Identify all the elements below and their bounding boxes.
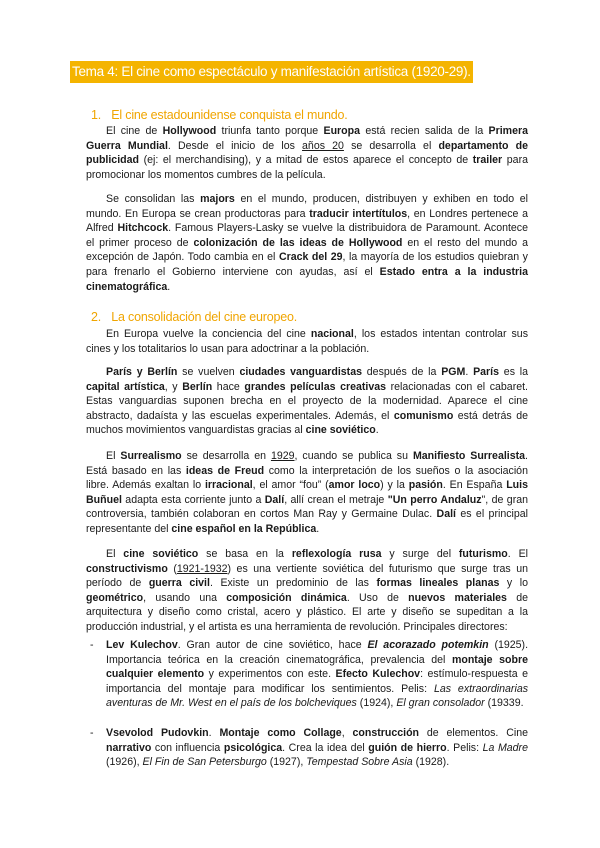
paragraph-3: En Europa vuelve la conciencia del cine nacional, los estados intentan controlar sus cines y los totalitarios lo usan para adoctrinar a la población.	[86, 328, 528, 355]
paragraph-1: El cine de Hollywood triunfa tanto porque Europa está recien salida de la Primera Guerra Mundial. Desde el inicio de los años 20 se desarrolla el departamento de publicidad (ej: el merchandising), y a mitad de estos aparece el concepto de trailer para promocionar los momentos cumbres de la película.	[86, 125, 529, 181]
paragraph-5: El Surrealismo se desarrolla en 1929, cuando se publica su Manifiesto Surrealista. Está basado en las ideas de Freud como la interpretación de los sueños o la asociación libre. Además exaltan lo irracional, el amor “fou” (amor loco) y la pasión. En España Luis Buñuel adapta esta corriente junto a Dalí, allí crean el metraje "Un perro Andaluz", de gran controversia, también colaboran en cortos Man Ray y Germaine Dulac. Dalí es el principal representante del cine español en la República.	[86, 450, 529, 535]
section-title: La consolidación del cine europeo.	[111, 310, 297, 324]
section-heading-2	[91, 309, 297, 325]
paragraph-6: El cine soviético se basa en la reflexología rusa y surge del futurismo. El constructivismo (1921-1932) es una vertiente soviética del futurismo que surge tras un período de guerra civil. Existe un predominio de las formas lineales planas y lo geométrico, usando una composición dinámica. Uso de nuevos materiales de arquitectura y diseño como cristal, acero y plástico. El arte y diseño se supeditan a la producción industrial, y el artista es una herramienta de revolución. Principales directores:	[86, 548, 529, 633]
list-item: - Vsevolod Pudovkin. Montaje como Collage, construcción de elementos. Cine narrativo con influencia psicológica. Crea la idea del guión de hierro. Pelis: La Madre (1926), El Fin de San Petersburgo (1927), Tempestad Sobre Asia (1928).	[90, 727, 529, 769]
section-title: El cine estadounidense conquista el mundo.	[111, 108, 348, 122]
list-bullet: -	[90, 639, 94, 651]
list-item: - Lev Kulechov. Gran autor de cine soviético, hace El acorazado potemkin (1925). Importancia teórica en la creación cinematográfica, prevalencia del montaje sobre cualquier elemento y experimentos con este. Efecto Kulechov: estímulo-respuesta e importancia del montaje para modificar los sentimientos. Pelis: Las extraordinarias aventuras de Mr. West en el país de los bolcheviques (1924), El gran consolador (19339.	[90, 639, 529, 710]
paragraph-2: Se consolidan las majors en el mundo, producen, distribuyen y exhiben en todo el mundo. En Europa se crean productoras para traducir intertítulos, en Londres pertenece a Alfred Hitchcock. Famous Players-Lasky se vuelve la distribuidora de Paramount. Acontece el primer proceso de colonización de las ideas de Hollywood en el resto del mundo a excepción de Japón. Todo cambia en el Crack del 29, la mayoría de los estudios quiebran y para frenarlo el Gobierno interviene con ayudas, así el Estado entra a la industria cinematográfica.	[86, 193, 528, 293]
section-number: 2.	[91, 310, 102, 324]
section-number: 1.	[91, 108, 102, 122]
paragraph-4: París y Berlín se vuelven ciudades vanguardistas después de la PGM. París es la capital artística, y Berlín hace grandes películas creativas relacionadas con el cabaret. Estas vanguardias suponen brecha en el proyecto de la modernidad. Aparece el cine abstracto, dadaísta y las escuelas experimentales. Además, el comunismo está detrás de muchos movimientos vanguardistas gracias al cine soviético.	[86, 366, 529, 437]
list-bullet: -	[90, 727, 94, 739]
page-title: Tema 4: El cine como espectáculo y manifestación artística (1920-29).	[70, 61, 473, 83]
section-heading-1	[91, 107, 348, 123]
